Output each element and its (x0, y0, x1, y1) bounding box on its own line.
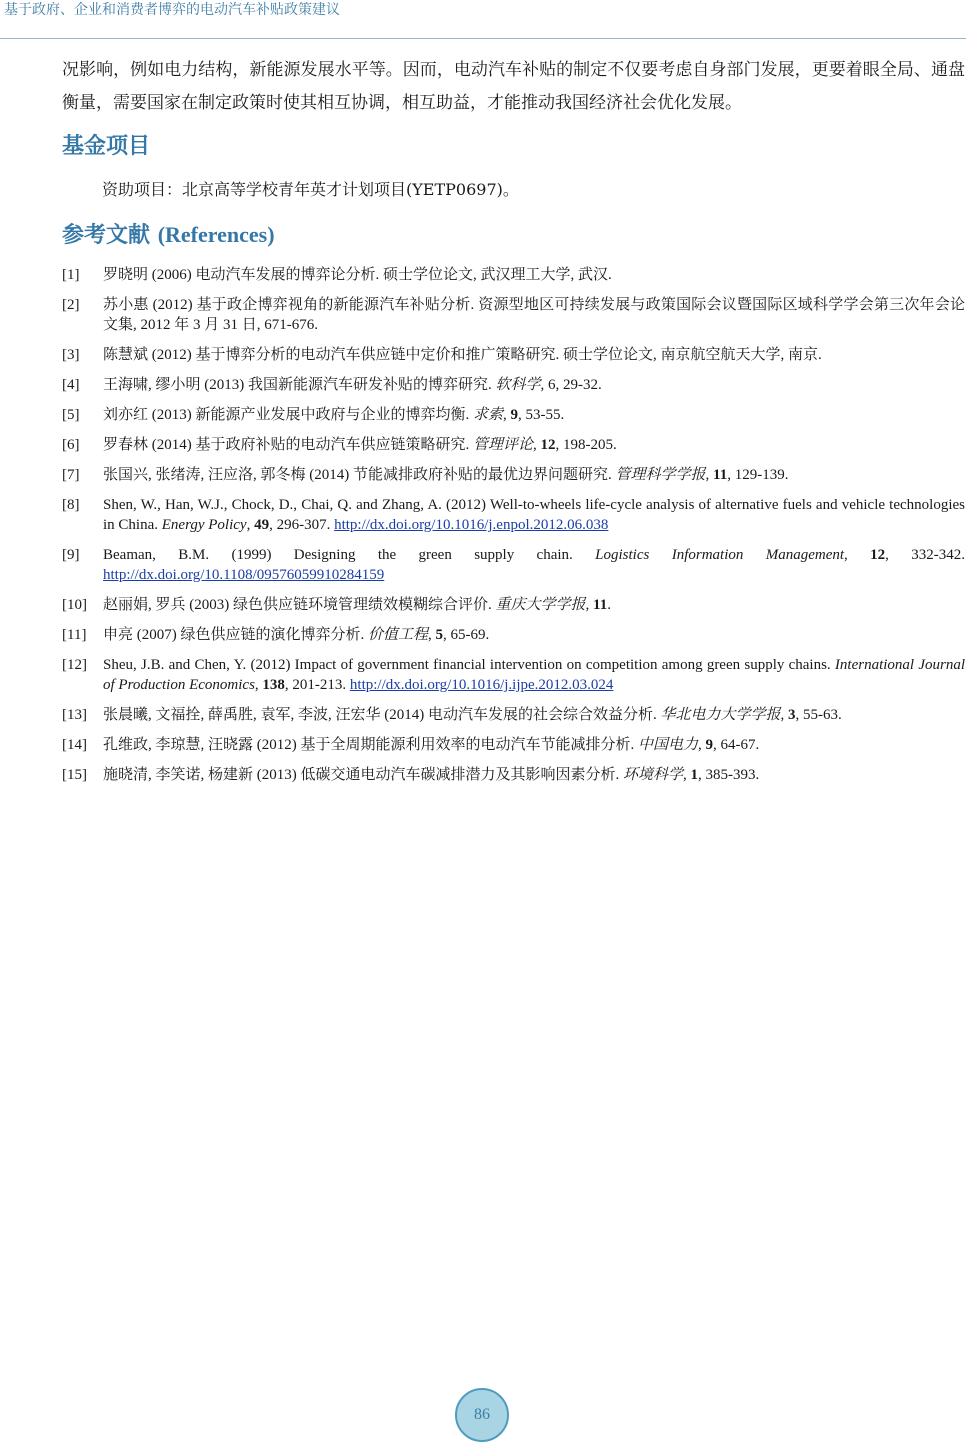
reference-doi-link[interactable]: http://dx.doi.org/10.1108/09576059910284159 (103, 567, 385, 583)
references-heading-en: (References) (157, 222, 275, 247)
reference-pages: , 64-67. (713, 737, 760, 753)
reference-text: 罗春林 (2014) 基于政府补贴的电动汽车供应链策略研究. (103, 437, 473, 453)
reference-number: [7] (62, 467, 80, 483)
reference-doi-link[interactable]: http://dx.doi.org/10.1016/j.ijpe.2012.03.024 (349, 677, 614, 693)
reference-item: [11] 申亮 (2007) 绿色供应链的演化博弈分析. 价值工程, 5, 65-69. (62, 627, 490, 643)
reference-pages: . (607, 597, 611, 613)
reference-number: [9] (62, 547, 80, 563)
reference-pages: , 385-393. (698, 767, 760, 783)
reference-text: 王海啸, 缪小明 (2013) 我国新能源汽车研发补贴的博弈研究. (103, 377, 496, 393)
reference-item (62, 295, 965, 335)
intro-paragraph: 况影响，例如电力结构，新能源发展水平等。因而，电动汽车补贴的制定不仅要考虑自身部门发展，更要着眼全局、通盘衡量，需要国家在制定政策时使其相互协调，相互助益，才能推动我国经济社会优化发展。 (62, 60, 965, 113)
reference-volume: 12 (540, 437, 556, 453)
reference-pages: , 296-307. (269, 517, 335, 533)
reference-journal: 软科学 (495, 377, 541, 393)
reference-journal: 华北电力大学学报 (660, 707, 781, 723)
reference-item: [6] 罗春林 (2014) 基于政府补贴的电动汽车供应链策略研究. 管理评论, 12, 198-205. (62, 437, 617, 453)
reference-item: [10] 赵丽娟, 罗兵 (2003) 绿色供应链环境管理绩效模糊综合评价. 重庆大学学报, 11. (62, 597, 611, 613)
reference-volume: 9 (510, 407, 519, 423)
running-head: 基于政府、企业和消费者博弈的电动汽车补贴政策建议 (4, 2, 340, 18)
reference-volume: 5 (435, 627, 444, 643)
reference-text: 陈慧斌 (2012) 基于博弈分析的电动汽车供应链中定价和推广策略研究. 硕士学位论文, 南京航空航天大学, 南京. (103, 347, 822, 363)
reference-text: 孔维政, 李琼慧, 汪晓露 (2012) 基于全周期能源利用效率的电动汽车节能减排分析. (103, 737, 638, 753)
reference-item: [5] 刘亦红 (2013) 新能源产业发展中政府与企业的博弈均衡. 求索, 9, 53-55. (62, 407, 565, 423)
fund-text: 资助项目：北京高等学校青年英才计划项目(YETP0697)。 (102, 180, 519, 199)
page-number-badge (455, 1388, 509, 1442)
reference-number: [13] (62, 707, 87, 723)
reference-text: 申亮 (2007) 绿色供应链的演化博弈分析. (103, 627, 368, 643)
reference-item: [14] 孔维政, 李琼慧, 汪晓露 (2012) 基于全周期能源利用效率的电动汽车节能减排分析. 中国电力, 9, 64-67. (62, 737, 760, 753)
references-heading (62, 220, 965, 251)
reference-journal: 价值工程 (368, 627, 429, 643)
reference-pages: , 6, 29-32. (540, 377, 602, 393)
reference-text: 赵丽娟, 罗兵 (2003) 绿色供应链环境管理绩效模糊综合评价. (103, 597, 496, 613)
reference-volume: 49 (254, 517, 270, 533)
reference-item: [7] 张国兴, 张绪涛, 汪应洛, 郭冬梅 (2014) 节能减排政府补贴的最优边界问题研究. 管理科学学报, 11, 129-139. (62, 467, 789, 483)
page-number: 86 (474, 1406, 490, 1423)
reference-volume: 12 (870, 547, 886, 563)
reference-item: [8] Shen, W., Han, W.J., Chock, D., Chai, Q. and Zhang, A. (2012) Well-to-wheels life-cycle analysis of alternative fuels and vehicle technologies in China. Energy Policy, 49, 296-307. http://dx.doi.org/10.1016/j.enpol.2012.06.038 (62, 497, 965, 533)
reference-text: 苏小惠 (2012) 基于政企博弈视角的新能源汽车补贴分析. 资源型地区可持续发展与政策国际会议暨国际区域科学学会第三次年会论文集, 2012 年 3 月 31 日, 671-676. (103, 297, 965, 333)
reference-pages: , 332-342. (885, 547, 966, 563)
reference-pages: , 53-55. (518, 407, 565, 423)
reference-journal: 重庆大学学报 (495, 597, 586, 613)
reference-item (62, 345, 965, 365)
reference-pages: , 201-213. (284, 677, 350, 693)
reference-volume: 11 (593, 597, 608, 613)
reference-text: Beaman, B.M. (1999) Designing the green supply chain. (103, 547, 596, 563)
reference-item: [13] 张晨曦, 文福拴, 薛禹胜, 袁军, 李波, 汪宏华 (2014) 电动汽车发展的社会综合效益分析. 华北电力大学学报, 3, 55-63. (62, 707, 842, 723)
reference-text: 张国兴, 张绪涛, 汪应洛, 郭冬梅 (2014) 节能减排政府补贴的最优边界问题研究. (103, 467, 616, 483)
reference-journal: 中国电力 (638, 737, 699, 753)
reference-text: 罗晓明 (2006) 电动汽车发展的博弈论分析. 硕士学位论文, 武汉理工大学, 武汉. (103, 267, 612, 283)
reference-volume: 138 (262, 677, 285, 693)
reference-journal: Logistics Information Management (595, 547, 845, 563)
reference-number: [14] (62, 737, 87, 753)
reference-list (62, 265, 965, 785)
reference-text: Shen, W., Han, W.J., Chock, D., Chai, Q. and Zhang, A. (2012) Well-to-wheels life-cycle analysis of alternative fuels and vehicle technologies in China. (103, 497, 965, 533)
reference-pages: , 55-63. (795, 707, 842, 723)
header-divider (0, 38, 966, 39)
references-heading-cn: 参考文献 (62, 223, 151, 248)
fund-heading: 基金项目 (62, 134, 151, 159)
reference-number: [3] (62, 347, 80, 363)
reference-journal: 求索 (473, 407, 504, 423)
reference-volume: 11 (713, 467, 728, 483)
reference-number: [1] (62, 267, 80, 283)
reference-journal: 环境科学 (623, 767, 684, 783)
reference-number: [5] (62, 407, 80, 423)
reference-number: [6] (62, 437, 80, 453)
reference-pages: , 129-139. (727, 467, 789, 483)
reference-volume: 3 (788, 707, 796, 723)
reference-item: [15] 施晓清, 李笑诺, 杨建新 (2013) 低碳交通电动汽车碳减排潜力及其影响因素分析. 环境科学, 1, 385-393. (62, 767, 760, 783)
reference-journal: 管理科学学报 (615, 467, 706, 483)
reference-item (62, 265, 965, 285)
reference-pages: , 65-69. (443, 627, 490, 643)
reference-text: 张晨曦, 文福拴, 薛禹胜, 袁军, 李波, 汪宏华 (2014) 电动汽车发展的社会综合效益分析. (103, 707, 661, 723)
reference-journal: 管理评论 (473, 437, 534, 453)
reference-number: [8] (62, 497, 80, 513)
reference-volume: 1 (690, 767, 699, 783)
reference-number: [2] (62, 297, 80, 313)
reference-number: [15] (62, 767, 87, 783)
page-content (62, 54, 965, 795)
reference-number: [11] (62, 627, 87, 643)
reference-number: [12] (62, 657, 87, 673)
reference-item: [12] Sheu, J.B. and Chen, Y. (2012) Impact of government financial intervention on competition among green supply chains. International Journal of Production Economics, 138, 201-213. http://dx.doi.org/10.1016/j.ijpe.2012.03.024 (62, 657, 965, 693)
reference-item: [9] Beaman, B.M. (1999) Designing the green supply chain. Logistics Information Management, 12, 332-342. http://dx.doi.org/10.1108/09576059910284159 (62, 547, 966, 583)
reference-text: 施晓清, 李笑诺, 杨建新 (2013) 低碳交通电动汽车碳减排潜力及其影响因素分析. (103, 767, 623, 783)
reference-journal: International Journal of Production Economics (103, 657, 965, 693)
reference-pages: , 198-205. (555, 437, 617, 453)
reference-doi-link[interactable]: http://dx.doi.org/10.1016/j.enpol.2012.06.038 (334, 517, 609, 533)
reference-text: 刘亦红 (2013) 新能源产业发展中政府与企业的博弈均衡. (103, 407, 473, 423)
reference-volume: 9 (705, 737, 714, 753)
reference-journal: Energy Policy (161, 517, 247, 533)
reference-item (62, 375, 965, 395)
reference-number: [4] (62, 377, 80, 393)
reference-text: Sheu, J.B. and Chen, Y. (2012) Impact of government financial intervention on competition among green supply chains. (103, 657, 835, 673)
reference-number: [10] (62, 597, 87, 613)
